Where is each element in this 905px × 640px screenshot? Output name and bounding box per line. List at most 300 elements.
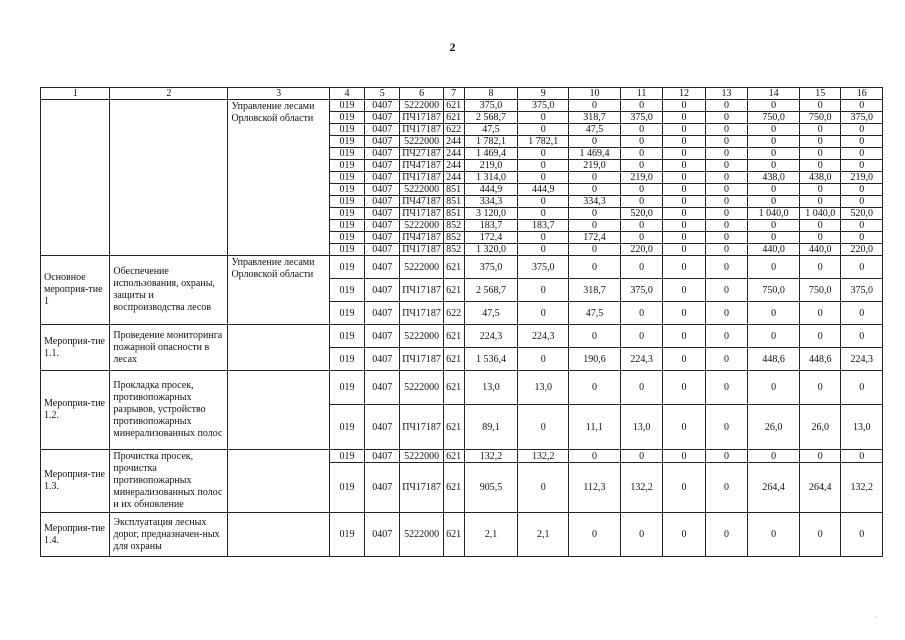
value-cell: 0 [841, 256, 883, 279]
value-cell: 0 [569, 208, 621, 220]
value-cell: 0 [705, 371, 747, 405]
value-cell: 0 [841, 371, 883, 405]
value-cell: 375,0 [518, 256, 569, 279]
value-cell: 0 [663, 348, 705, 371]
value-cell: 224,3 [841, 348, 883, 371]
value-cell: 019 [329, 371, 364, 405]
value-cell: 0407 [365, 196, 400, 208]
value-cell: 13,0 [518, 371, 569, 405]
value-cell: ПЧ17187 [400, 124, 443, 136]
value-cell: 0 [663, 172, 705, 184]
value-cell: 440,0 [748, 244, 800, 256]
table-row [41, 256, 883, 279]
value-cell: 375,0 [518, 100, 569, 112]
value-cell: 0 [748, 302, 800, 325]
value-cell: 0 [663, 208, 705, 220]
value-cell: 0 [663, 371, 705, 405]
value-cell: 621 [443, 371, 464, 405]
value-cell: 0 [663, 232, 705, 244]
value-cell: 219,0 [569, 160, 621, 172]
value-cell: 0 [748, 256, 800, 279]
value-cell: 0 [748, 450, 800, 463]
value-cell: ПЧ17187 [400, 463, 443, 513]
value-cell: 0 [569, 371, 621, 405]
program-description: Прочистка просек, прочистка противопожарных минерализованных полос и их обновление [110, 450, 228, 513]
value-cell: 0 [705, 136, 747, 148]
value-cell: 0 [800, 148, 841, 160]
value-cell: 0 [518, 463, 569, 513]
value-cell: 0407 [365, 279, 400, 302]
value-cell: 0407 [365, 244, 400, 256]
value-cell: 0 [518, 160, 569, 172]
value-cell: 019 [329, 450, 364, 463]
value-cell: 0 [663, 184, 705, 196]
value-cell: ПЧ17187 [400, 348, 443, 371]
value-cell: 0 [620, 184, 662, 196]
value-cell: ПЧ17187 [400, 302, 443, 325]
value-cell: 132,2 [841, 463, 883, 513]
value-cell: 0 [705, 148, 747, 160]
executor-name [228, 513, 329, 557]
value-cell: ПЧ17187 [400, 208, 443, 220]
value-cell: 1 040,0 [748, 208, 800, 220]
value-cell: 0 [705, 463, 747, 513]
value-cell: 750,0 [800, 112, 841, 124]
value-cell: 2 568,7 [464, 279, 518, 302]
value-cell: 0407 [365, 208, 400, 220]
value-cell: 0 [800, 136, 841, 148]
value-cell: 0 [705, 302, 747, 325]
value-cell: 621 [443, 348, 464, 371]
value-cell: 0 [841, 184, 883, 196]
value-cell: 0 [569, 244, 621, 256]
value-cell: 0 [620, 450, 662, 463]
value-cell: 851 [443, 196, 464, 208]
executor-name [228, 325, 329, 371]
header-cell: 15 [800, 88, 841, 100]
program-description [110, 100, 228, 256]
header-cell: 13 [705, 88, 747, 100]
value-cell: 0 [705, 184, 747, 196]
value-cell: 3 120,0 [464, 208, 518, 220]
value-cell: 0 [748, 148, 800, 160]
value-cell: 0 [663, 220, 705, 232]
value-cell: 0407 [365, 325, 400, 348]
header-cell: 4 [329, 88, 364, 100]
value-cell: 0 [518, 302, 569, 325]
value-cell: 019 [329, 220, 364, 232]
value-cell: 0 [620, 196, 662, 208]
value-cell: 0 [518, 279, 569, 302]
value-cell: 0 [620, 220, 662, 232]
value-cell: 5222000 [400, 325, 443, 348]
value-cell: 0 [663, 463, 705, 513]
value-cell: 0407 [365, 112, 400, 124]
value-cell: 0 [620, 256, 662, 279]
value-cell: 438,0 [800, 172, 841, 184]
value-cell: 0 [748, 184, 800, 196]
value-cell: 0407 [365, 148, 400, 160]
header-cell: 9 [518, 88, 569, 100]
value-cell: 019 [329, 184, 364, 196]
value-cell: 0 [705, 513, 747, 557]
value-cell: 220,0 [841, 244, 883, 256]
header-cell: 10 [569, 88, 621, 100]
value-cell: 0 [748, 220, 800, 232]
header-cell: 6 [400, 88, 443, 100]
value-cell: 0407 [365, 348, 400, 371]
activity-name: Мероприя-тие 1.2. [41, 371, 110, 450]
value-cell: 0 [705, 348, 747, 371]
value-cell: 0 [705, 220, 747, 232]
value-cell: 852 [443, 232, 464, 244]
value-cell: 0 [663, 124, 705, 136]
value-cell: 26,0 [800, 405, 841, 450]
value-cell: 0407 [365, 256, 400, 279]
value-cell: 47,5 [464, 124, 518, 136]
value-cell: 0407 [365, 450, 400, 463]
page-number: 2 [449, 40, 456, 54]
value-cell: 0 [800, 302, 841, 325]
program-description: Прокладка просек, противопожарных разрывов, устройство противопожарных минерализованных полос [110, 371, 228, 450]
value-cell: 0 [569, 100, 621, 112]
activity-name: Мероприя-тие 1.1. [41, 325, 110, 371]
value-cell: 0 [841, 325, 883, 348]
value-cell: 0 [748, 513, 800, 557]
value-cell: 0407 [365, 232, 400, 244]
header-cell: 5 [365, 88, 400, 100]
value-cell: 0 [800, 220, 841, 232]
value-cell: 0407 [365, 100, 400, 112]
value-cell: 0 [620, 232, 662, 244]
value-cell: 448,6 [800, 348, 841, 371]
value-cell: 0 [569, 325, 621, 348]
value-cell: 0 [705, 112, 747, 124]
value-cell: 334,3 [569, 196, 621, 208]
value-cell: 019 [329, 244, 364, 256]
value-cell: 0407 [365, 184, 400, 196]
value-cell: 0 [800, 325, 841, 348]
value-cell: 0 [663, 513, 705, 557]
executor-name: Управление лесами Орловской области [228, 256, 329, 325]
value-cell: 0 [841, 513, 883, 557]
value-cell: 019 [329, 148, 364, 160]
value-cell: 0 [620, 136, 662, 148]
header-cell: 11 [620, 88, 662, 100]
value-cell: ПЧ47187 [400, 232, 443, 244]
value-cell: 0 [748, 124, 800, 136]
value-cell: 0 [663, 112, 705, 124]
value-cell: 0 [620, 148, 662, 160]
value-cell: 0 [569, 172, 621, 184]
value-cell: 375,0 [841, 279, 883, 302]
activity-name [41, 100, 110, 256]
value-cell: 375,0 [464, 256, 518, 279]
value-cell: 0 [663, 148, 705, 160]
value-cell: 0 [663, 450, 705, 463]
value-cell: 2,1 [464, 513, 518, 557]
value-cell: 0407 [365, 302, 400, 325]
value-cell: 2,1 [518, 513, 569, 557]
value-cell: 438,0 [748, 172, 800, 184]
header-cell: 14 [748, 88, 800, 100]
value-cell: 444,9 [464, 184, 518, 196]
value-cell: 5222000 [400, 184, 443, 196]
value-cell: 264,4 [800, 463, 841, 513]
value-cell: 750,0 [748, 112, 800, 124]
value-cell: 621 [443, 513, 464, 557]
value-cell: 224,3 [464, 325, 518, 348]
value-cell: 0 [841, 124, 883, 136]
value-cell: 0 [518, 405, 569, 450]
activity-name: Мероприя-тие 1.3. [41, 450, 110, 513]
value-cell: 0 [748, 371, 800, 405]
value-cell: 47,5 [569, 124, 621, 136]
value-cell: ПЧ17187 [400, 172, 443, 184]
value-cell: 0407 [365, 463, 400, 513]
header-cell: 16 [841, 88, 883, 100]
value-cell: 621 [443, 405, 464, 450]
value-cell: 0 [663, 256, 705, 279]
value-cell: 2 568,7 [464, 112, 518, 124]
value-cell: 11,1 [569, 405, 621, 450]
value-cell: 5222000 [400, 220, 443, 232]
value-cell: 0 [748, 325, 800, 348]
value-cell: 019 [329, 112, 364, 124]
value-cell: 0 [841, 302, 883, 325]
value-cell: 132,2 [620, 463, 662, 513]
header-cell: 2 [110, 88, 228, 100]
header-cell: 12 [663, 88, 705, 100]
value-cell: 13,0 [464, 371, 518, 405]
value-cell: 750,0 [800, 279, 841, 302]
value-cell: 0 [569, 220, 621, 232]
value-cell: 0 [569, 450, 621, 463]
value-cell: 375,0 [620, 279, 662, 302]
value-cell: 5222000 [400, 256, 443, 279]
table-row [41, 450, 883, 463]
value-cell: 0 [705, 160, 747, 172]
value-cell: 0 [705, 208, 747, 220]
value-cell: 172,4 [464, 232, 518, 244]
value-cell: 019 [329, 100, 364, 112]
value-cell: 5222000 [400, 136, 443, 148]
value-cell: 621 [443, 463, 464, 513]
corner-mark: · [874, 613, 877, 622]
value-cell: 318,7 [569, 112, 621, 124]
value-cell: 019 [329, 160, 364, 172]
value-cell: 13,0 [841, 405, 883, 450]
value-cell: 0 [800, 196, 841, 208]
value-cell: 1 314,0 [464, 172, 518, 184]
value-cell: 621 [443, 100, 464, 112]
program-description: Обеспечение использования, охраны, защиты и воспроизводства лесов [110, 256, 228, 325]
value-cell: 0407 [365, 124, 400, 136]
value-cell: 0 [663, 279, 705, 302]
value-cell: 183,7 [464, 220, 518, 232]
value-cell: 0 [705, 172, 747, 184]
value-cell: 375,0 [620, 112, 662, 124]
value-cell: 0 [841, 136, 883, 148]
value-cell: 019 [329, 463, 364, 513]
value-cell: ПЧ17187 [400, 279, 443, 302]
value-cell: ПЧ27187 [400, 148, 443, 160]
value-cell: 0407 [365, 220, 400, 232]
value-cell: 851 [443, 184, 464, 196]
value-cell: 0 [800, 100, 841, 112]
value-cell: 26,0 [748, 405, 800, 450]
value-cell: 0 [620, 325, 662, 348]
value-cell: ПЧ17187 [400, 112, 443, 124]
value-cell: 0 [800, 124, 841, 136]
value-cell: 13,0 [620, 405, 662, 450]
value-cell: 0 [518, 208, 569, 220]
value-cell: 0 [705, 100, 747, 112]
value-cell: 0 [663, 244, 705, 256]
value-cell: 219,0 [620, 172, 662, 184]
value-cell: 0 [800, 371, 841, 405]
header-cell: 3 [228, 88, 329, 100]
table-row [41, 513, 883, 557]
value-cell: 0 [748, 232, 800, 244]
value-cell: 0 [518, 244, 569, 256]
value-cell: 0 [705, 405, 747, 450]
value-cell: 334,3 [464, 196, 518, 208]
value-cell: 0 [705, 196, 747, 208]
value-cell: 019 [329, 136, 364, 148]
value-cell: 5222000 [400, 371, 443, 405]
value-cell: 621 [443, 256, 464, 279]
value-cell: 621 [443, 279, 464, 302]
executor-name [228, 450, 329, 513]
value-cell: 851 [443, 208, 464, 220]
value-cell: 0 [569, 256, 621, 279]
value-cell: 1 469,4 [464, 148, 518, 160]
value-cell: 0 [663, 302, 705, 325]
value-cell: 1 040,0 [800, 208, 841, 220]
value-cell: 132,2 [518, 450, 569, 463]
value-cell: 621 [443, 450, 464, 463]
value-cell: 219,0 [841, 172, 883, 184]
value-cell: 448,6 [748, 348, 800, 371]
value-cell: 112,3 [569, 463, 621, 513]
value-cell: 0 [705, 124, 747, 136]
value-cell: 0 [841, 148, 883, 160]
value-cell: 318,7 [569, 279, 621, 302]
value-cell: 0 [800, 513, 841, 557]
value-cell: 019 [329, 302, 364, 325]
value-cell: 0 [663, 136, 705, 148]
value-cell: 0407 [365, 513, 400, 557]
table-row [41, 371, 883, 405]
value-cell: ПЧ17187 [400, 244, 443, 256]
value-cell: 0 [518, 124, 569, 136]
value-cell: 1 782,1 [518, 136, 569, 148]
value-cell: ПЧ17187 [400, 405, 443, 450]
header-row [41, 88, 883, 100]
value-cell: 5222000 [400, 100, 443, 112]
value-cell: 0 [663, 325, 705, 348]
value-cell: 0 [841, 232, 883, 244]
activity-name: Основное мероприя-тие 1 [41, 256, 110, 325]
program-description: Проведение мониторинга пожарной опасности в лесах [110, 325, 228, 371]
value-cell: 0 [705, 279, 747, 302]
program-description: Эксплуатация лесных дорог, предназначен-ных для охраны [110, 513, 228, 557]
value-cell: 622 [443, 124, 464, 136]
value-cell: 5222000 [400, 450, 443, 463]
value-cell: 440,0 [800, 244, 841, 256]
budget-table [40, 87, 883, 557]
value-cell: 0 [620, 100, 662, 112]
value-cell: 0 [800, 256, 841, 279]
value-cell: 244 [443, 160, 464, 172]
value-cell: 0 [800, 450, 841, 463]
value-cell: 019 [329, 325, 364, 348]
value-cell: 0 [748, 196, 800, 208]
value-cell: 019 [329, 279, 364, 302]
value-cell: 264,4 [748, 463, 800, 513]
value-cell: 224,3 [518, 325, 569, 348]
value-cell: 1 536,4 [464, 348, 518, 371]
value-cell: 852 [443, 244, 464, 256]
value-cell: 520,0 [620, 208, 662, 220]
executor-name [228, 371, 329, 450]
value-cell: 0 [620, 124, 662, 136]
value-cell: 219,0 [464, 160, 518, 172]
value-cell: 0 [705, 450, 747, 463]
value-cell: 0 [663, 100, 705, 112]
header-cell: 7 [443, 88, 464, 100]
value-cell: 0 [620, 371, 662, 405]
table-row [41, 325, 883, 348]
value-cell: 244 [443, 136, 464, 148]
value-cell: 0407 [365, 371, 400, 405]
value-cell: 0407 [365, 160, 400, 172]
value-cell: 172,4 [569, 232, 621, 244]
value-cell: 0 [518, 232, 569, 244]
value-cell: 0 [663, 405, 705, 450]
value-cell: 224,3 [620, 348, 662, 371]
value-cell: 183,7 [518, 220, 569, 232]
value-cell: 47,5 [569, 302, 621, 325]
value-cell: 0 [705, 256, 747, 279]
value-cell: 0 [620, 302, 662, 325]
value-cell: 520,0 [841, 208, 883, 220]
value-cell: 132,2 [464, 450, 518, 463]
value-cell: 0 [569, 184, 621, 196]
value-cell: ПЧ47187 [400, 196, 443, 208]
value-cell: 019 [329, 196, 364, 208]
value-cell: 220,0 [620, 244, 662, 256]
value-cell: 0 [663, 196, 705, 208]
value-cell: 5222000 [400, 513, 443, 557]
value-cell: 47,5 [464, 302, 518, 325]
value-cell: 0 [841, 196, 883, 208]
value-cell: 0 [518, 196, 569, 208]
table-row [41, 100, 883, 112]
value-cell: 019 [329, 124, 364, 136]
value-cell: 0 [748, 136, 800, 148]
value-cell: 0 [518, 172, 569, 184]
value-cell: 019 [329, 232, 364, 244]
value-cell: 0 [705, 244, 747, 256]
value-cell: 0 [800, 232, 841, 244]
value-cell: 0 [705, 325, 747, 348]
value-cell: ПЧ47187 [400, 160, 443, 172]
value-cell: 019 [329, 405, 364, 450]
activity-name: Мероприя-тие 1.4. [41, 513, 110, 557]
value-cell: 852 [443, 220, 464, 232]
